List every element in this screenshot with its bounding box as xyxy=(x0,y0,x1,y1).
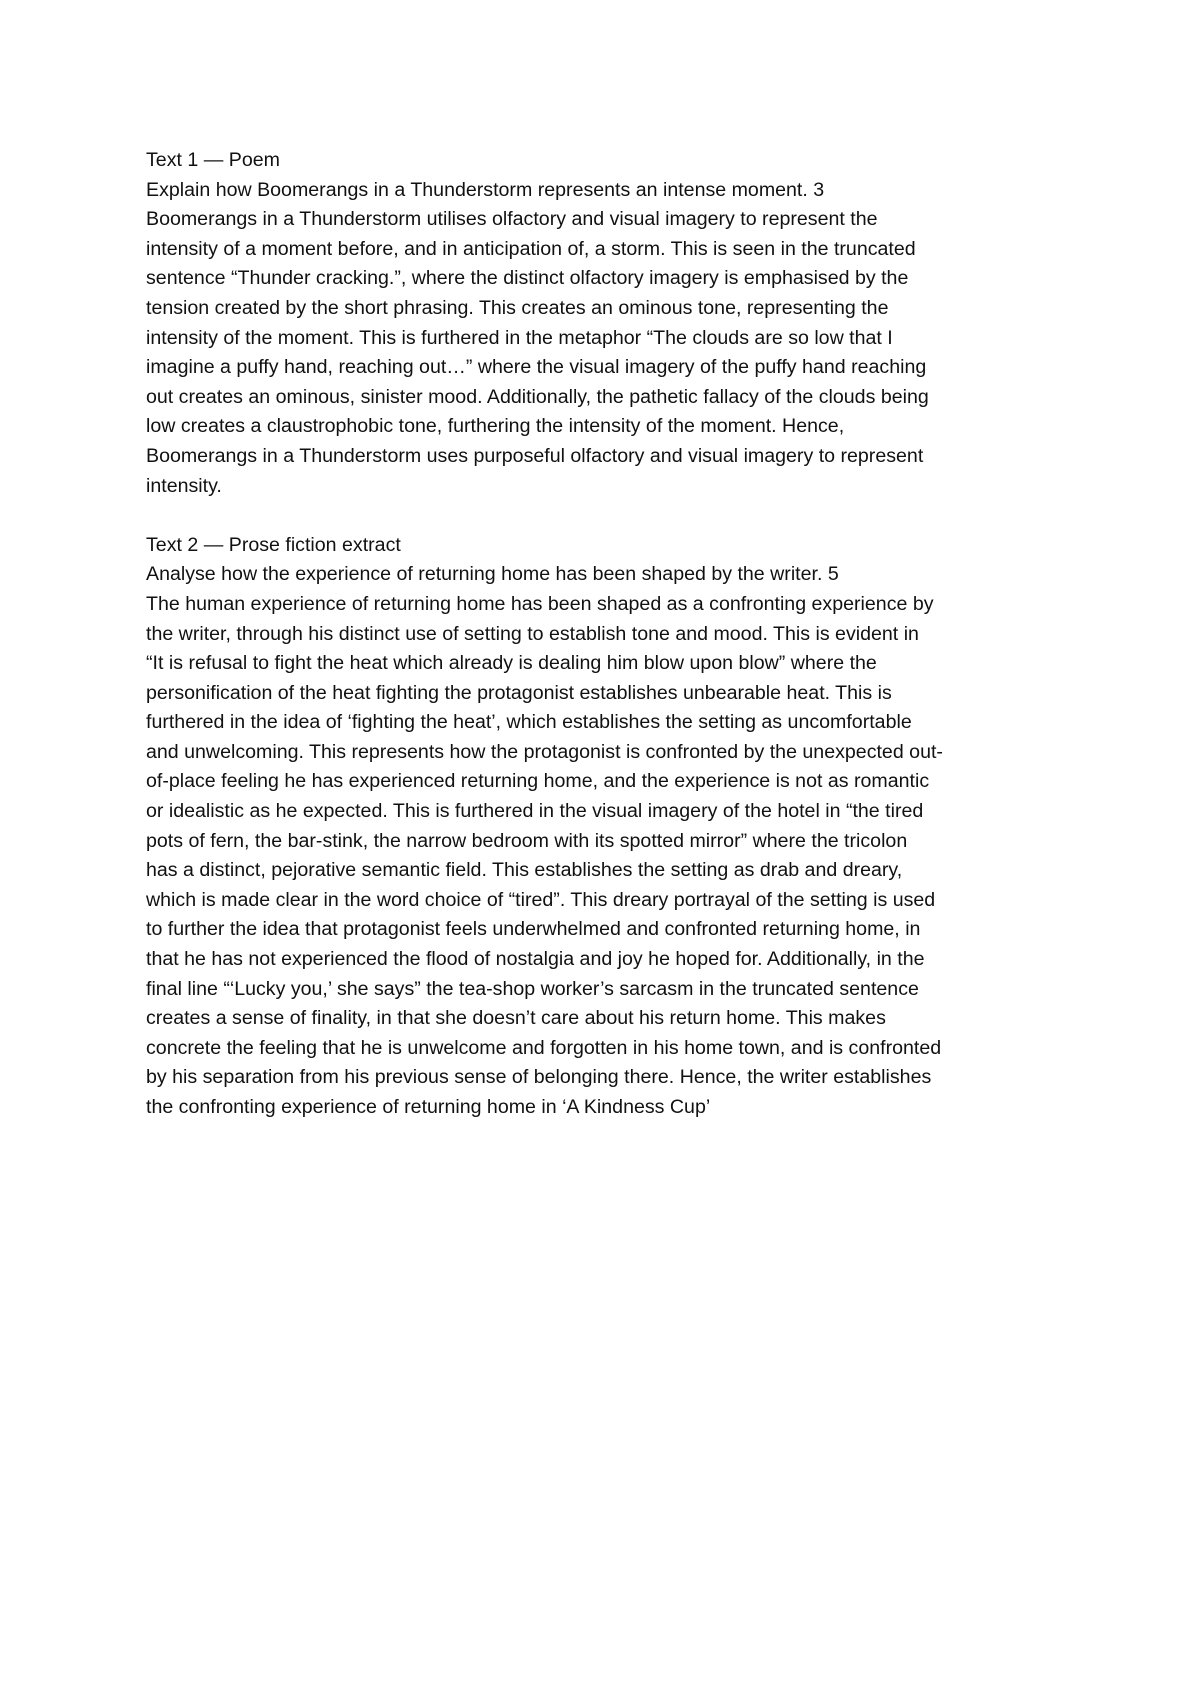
document-body xyxy=(146,146,1066,1123)
section-2-answer-line: “It is refusal to fight the heat which already is dealing him blow upon blow” where the xyxy=(146,652,877,675)
section-2-answer-line: has a distinct, pejorative semantic field. This establishes the setting as drab and dreary, xyxy=(146,859,903,882)
section-2-question: Analyse how the experience of returning home has been shaped by the writer. 5 xyxy=(146,563,839,586)
section-2-answer-line: final line “‘Lucky you,’ she says” the tea-shop worker’s sarcasm in the truncated sentence xyxy=(146,977,919,1000)
section-2-answer-line: the confronting experience of returning home in ‘A Kindness Cup’ xyxy=(146,1096,711,1118)
section-2-answer-line: personification of the heat fighting the protagonist establishes unbearable heat. This is xyxy=(146,681,892,704)
section-2-answer-line: the writer, through his distinct use of setting to establish tone and mood. This is evident in xyxy=(146,622,919,645)
section-1-answer-line: intensity of the moment. This is furthered in the metaphor “The clouds are so low that I xyxy=(146,326,893,349)
section-1-answer-line: intensity. xyxy=(146,474,222,497)
section-1-heading: Text 1 — Poem xyxy=(146,149,280,171)
section-1-answer xyxy=(146,205,1066,501)
section-2-answer-line: or idealistic as he expected. This is furthered in the visual imagery of the hotel in “the tired xyxy=(146,800,924,823)
section-1-answer-line: intensity of a moment before, and in anticipation of, a storm. This is seen in the truncated xyxy=(146,237,916,260)
section-1-answer-line: low creates a claustrophobic tone, furthering the intensity of the moment. Hence, xyxy=(146,415,845,438)
section-1-answer-line: imagine a puffy hand, reaching out…” where the visual imagery of the puffy hand reaching xyxy=(146,356,927,379)
section-2-heading: Text 2 — Prose fiction extract xyxy=(146,533,401,556)
section-2-answer-line: and unwelcoming. This represents how the protagonist is confronted by the unexpected out- xyxy=(146,740,943,763)
section-1-answer-line: sentence “Thunder cracking.”, where the distinct olfactory imagery is emphasised by the xyxy=(146,267,909,290)
section-2-answer-line: pots of fern, the bar-stink, the narrow bedroom with its spotted mirror” where the tricolon xyxy=(146,829,908,852)
section-2-answer-line: furthered in the idea of ‘fighting the heat’, which establishes the setting as uncomfortable xyxy=(146,711,912,734)
section-spacer xyxy=(146,501,1066,531)
section-1-question: Explain how Boomerangs in a Thunderstorm represents an intense moment. 3 xyxy=(146,178,825,201)
section-2-answer-line: concrete the feeling that he is unwelcome and forgotten in his home town, and is confronted xyxy=(146,1036,942,1059)
section-1-answer-line: Boomerangs in a Thunderstorm uses purposeful olfactory and visual imagery to represent xyxy=(146,444,924,467)
section-2-answer-line: The human experience of returning home has been shaped as a confronting experience by xyxy=(146,592,934,615)
section-1-answer-line: Boomerangs in a Thunderstorm utilises olfactory and visual imagery to represent the xyxy=(146,208,878,231)
section-1-answer-line: tension created by the short phrasing. This creates an ominous tone, representing the xyxy=(146,296,889,319)
section-2-answer-line: that he has not experienced the flood of nostalgia and joy he hoped for. Additionally, in the xyxy=(146,948,925,971)
section-1-answer-line: out creates an ominous, sinister mood. Additionally, the pathetic fallacy of the clouds being xyxy=(146,385,929,408)
section-2-answer-line: by his separation from his previous sense of belonging there. Hence, the writer establishes xyxy=(146,1066,932,1089)
section-2-answer-line: creates a sense of finality, in that she doesn’t care about his return home. This makes xyxy=(146,1007,886,1030)
section-2-answer xyxy=(146,590,1066,1123)
section-2-answer-line: which is made clear in the word choice of “tired”. This dreary portrayal of the setting is used xyxy=(146,888,936,911)
section-2-answer-line: of-place feeling he has experienced returning home, and the experience is not as romantic xyxy=(146,770,930,793)
section-2-answer-line: to further the idea that protagonist feels underwhelmed and confronted returning home, in xyxy=(146,918,921,941)
